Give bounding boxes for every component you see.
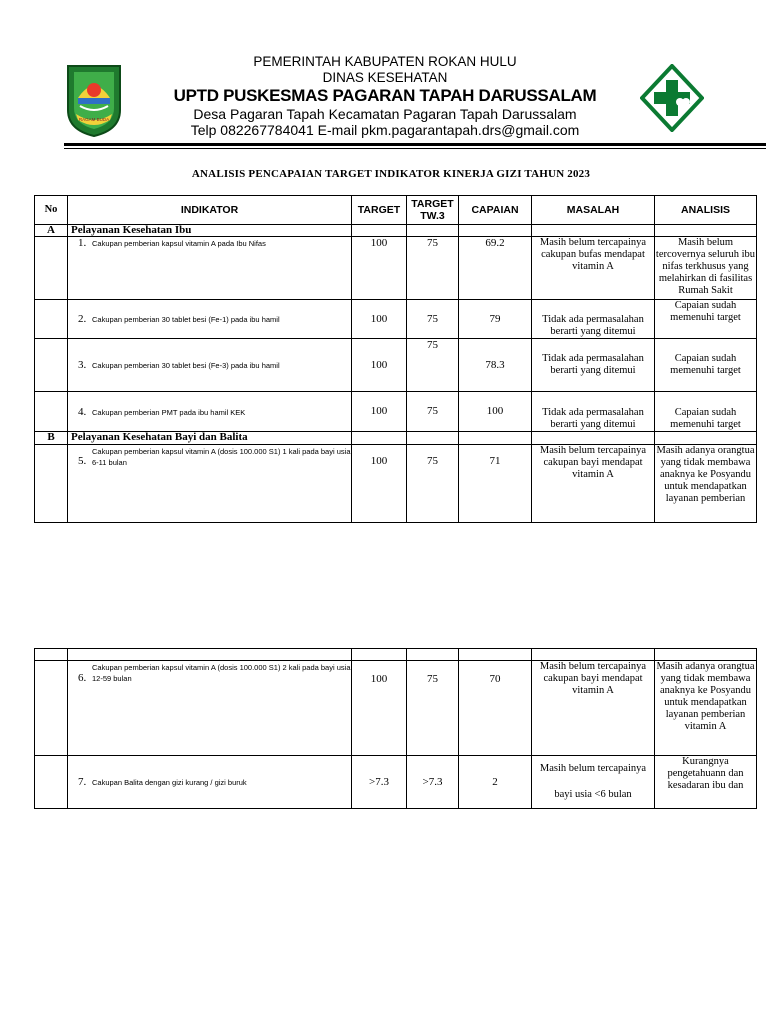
table-row — [35, 237, 757, 300]
section-title: Pelayanan Kesehatan Ibu — [68, 225, 352, 237]
capaian-cell: 69.2 — [459, 237, 532, 300]
row-number: 6. — [78, 672, 87, 684]
target-cell: 100 — [352, 445, 407, 523]
analisis-cell: Capaian sudah memenuhi target — [655, 300, 757, 339]
indicator-text: Cakupan pemberian 30 tablet besi (Fe-1) pada ibu hamil — [92, 315, 280, 324]
indicator-cell — [68, 237, 352, 300]
masalah-cell: Tidak ada permasalahan berarti yang ditemui — [532, 300, 655, 339]
indicator-table-page1 — [34, 195, 757, 523]
col-header-no: No — [35, 196, 68, 225]
indicator-cell — [68, 661, 352, 756]
header-contact: Telp 082267784041 E-mail pkm.pagarantapah.drs@gmail.com — [190, 122, 580, 138]
capaian-cell: 100 — [459, 392, 532, 432]
target-tw-cell: 75 — [407, 300, 459, 339]
target-tw-cell: 75 — [407, 661, 459, 756]
target-cell: 100 — [352, 300, 407, 339]
masalah-cell: Tidak ada permasalahan berarti yang ditemui — [532, 339, 655, 392]
target-cell: 100 — [352, 392, 407, 432]
header-rule-thin — [64, 148, 766, 149]
masalah-cell — [532, 756, 655, 809]
header-department: DINAS KESEHATAN — [322, 70, 448, 85]
table-header-row — [35, 196, 757, 225]
masalah-line: Masih belum tercapainya — [539, 763, 647, 774]
target-tw-cell: 75 — [407, 339, 459, 392]
target-tw-cell: >7.3 — [407, 756, 459, 809]
analisis-cell: Masih adanya orangtua yang tidak membawa anaknya ke Posyandu untuk mendapatkan layanan pemberian — [655, 445, 757, 523]
section-letter: B — [35, 432, 68, 445]
header-rule-thick — [64, 143, 766, 146]
target-tw-cell: 75 — [407, 445, 459, 523]
indicator-table-page2 — [34, 648, 757, 809]
masalah-cell: Masih belum tercapainya cakupan bufas mendapat vitamin A — [532, 237, 655, 300]
row-number: 5. — [78, 455, 87, 467]
target-cell: >7.3 — [352, 756, 407, 809]
capaian-cell: 71 — [459, 445, 532, 523]
indicator-text: Cakupan pemberian kapsul vitamin A (dosis 100.000 S1) 1 kali pada bayi usia 6-11 bulan — [92, 447, 351, 467]
target-cell: 100 — [352, 661, 407, 756]
row-number: 3. — [78, 359, 87, 371]
target-cell: 100 — [352, 339, 407, 392]
col-header-indikator: INDIKATOR — [68, 196, 352, 225]
capaian-cell: 78.3 — [459, 339, 532, 392]
table-row — [35, 756, 757, 809]
col-header-capaian: CAPAIAN — [459, 196, 532, 225]
table-row — [35, 300, 757, 339]
capaian-cell: 2 — [459, 756, 532, 809]
indicator-text: Cakupan pemberian kapsul vitamin A pada Ibu Nifas — [92, 239, 266, 248]
indicator-text: Cakupan pemberian kapsul vitamin A (dosis 100.000 S1) 2 kali pada bayi usia 12-59 bulan — [92, 663, 351, 683]
table-row — [35, 661, 757, 756]
row-number: 1. — [78, 237, 87, 249]
col-header-target-tw: TARGET TW.3 — [407, 196, 459, 225]
indicator-cell — [68, 300, 352, 339]
indicator-text: Cakupan pemberian 30 tablet besi (Fe-3) pada ibu hamil — [92, 361, 280, 370]
capaian-cell: 70 — [459, 661, 532, 756]
table-row — [35, 392, 757, 432]
analisis-cell: Capaian sudah memenuhi target — [655, 392, 757, 432]
table-row — [35, 445, 757, 523]
indicator-cell — [68, 756, 352, 809]
table-row — [35, 339, 757, 392]
masalah-cell: Masih belum tercapainya cakupan bayi mendapat vitamin A — [532, 445, 655, 523]
masalah-cell: Tidak ada permasalahan berarti yang ditemui — [532, 392, 655, 432]
col-header-analisis: ANALISIS — [655, 196, 757, 225]
row-number: 2. — [78, 313, 87, 325]
analisis-cell: Capaian sudah memenuhi target — [655, 339, 757, 392]
indicator-cell — [68, 445, 352, 523]
row-number: 7. — [78, 776, 87, 788]
document-title: ANALISIS PENCAPAIAN TARGET INDIKATOR KINERJA GIZI TAHUN 2023 — [191, 168, 591, 180]
section-row — [35, 432, 757, 445]
header-address: Desa Pagaran Tapah Kecamatan Pagaran Tapah Darussalam — [193, 106, 577, 122]
section-title: Pelayanan Kesehatan Bayi dan Balita — [68, 432, 352, 445]
indicator-text: Cakupan pemberian PMT pada ibu hamil KEK — [92, 407, 246, 417]
col-header-target: TARGET — [352, 196, 407, 225]
target-tw-cell: 75 — [407, 237, 459, 300]
regency-coat-of-arms-icon — [66, 64, 122, 138]
analisis-cell: Masih belum tercovernya seluruh ibu nifas terkhusus yang melahirkan di fasilitas Rumah Sakit — [655, 237, 757, 300]
masalah-line: bayi usia <6 bulan — [554, 789, 632, 800]
puskesmas-cross-logo-icon — [640, 64, 704, 132]
table-row-blank — [35, 649, 757, 661]
target-cell: 100 — [352, 237, 407, 300]
indicator-cell — [68, 339, 352, 392]
header-institution: UPTD PUSKESMAS PAGARAN TAPAH DARUSSALAM — [173, 86, 597, 105]
analisis-cell: Kurangnya pengetahuann dan kesadaran ibu dan — [655, 756, 757, 809]
section-row — [35, 225, 757, 237]
capaian-cell: 79 — [459, 300, 532, 339]
target-tw-cell: 75 — [407, 392, 459, 432]
indicator-text: Cakupan Balita dengan gizi kurang / gizi buruk — [92, 778, 247, 787]
col-header-masalah: MASALAH — [532, 196, 655, 225]
section-letter: A — [35, 225, 68, 237]
logo-motto: RAGAM BUDA — [78, 117, 110, 122]
masalah-cell: Masih belum tercapainya cakupan bayi mendapat vitamin A — [532, 661, 655, 756]
analisis-cell: Masih adanya orangtua yang tidak membawa anaknya ke Posyandu untuk mendapatkan layanan pemberian vitamin A — [655, 661, 757, 756]
row-number: 4. — [78, 405, 87, 418]
header-government: PEMERINTAH KABUPATEN ROKAN HULU — [253, 54, 517, 69]
indicator-cell — [68, 392, 352, 432]
